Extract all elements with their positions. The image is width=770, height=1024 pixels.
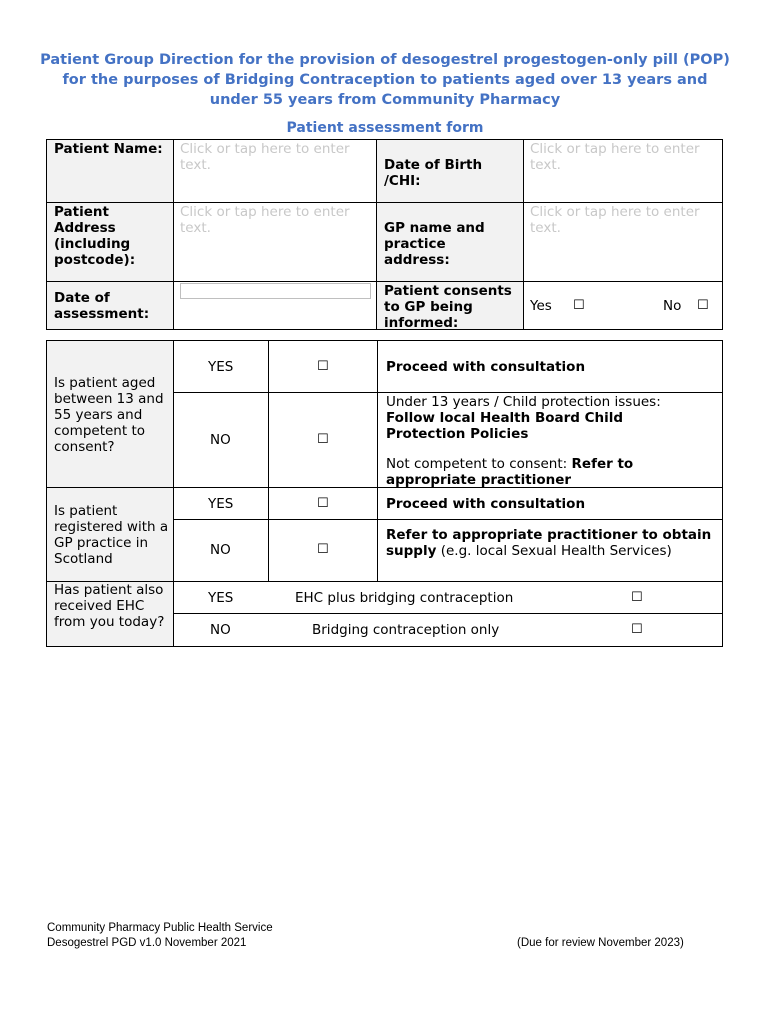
patient-address-field[interactable]: Click or tap here to enter text. [180, 204, 350, 236]
q1-no-label: NO [210, 432, 231, 448]
q3-yes-label: YES [208, 590, 234, 606]
footer-review: (Due for review November 2023) [517, 937, 684, 949]
footer-version: Desogestrel PGD v1.0 November 2021 [47, 937, 247, 949]
q2-no-label: NO [210, 542, 231, 558]
question-ehc-today: Has patient also received EHC from you today? [54, 582, 165, 630]
q3-no-label: NO [210, 622, 231, 638]
q2-no-action-block [386, 527, 716, 559]
gp-label: GP name and practice address: [384, 220, 485, 268]
consent-no-label: No [663, 298, 682, 314]
q2-yes-action: Proceed with consultation [386, 496, 586, 512]
q1-no-checkbox[interactable]: ☐ [317, 432, 329, 447]
dob-label: Date of Birth /CHI: [384, 157, 483, 189]
consent-yes-checkbox[interactable]: ☐ [573, 298, 585, 313]
q3-yes-checkbox[interactable]: ☐ [631, 590, 643, 605]
date-assessment-label: Date of assessment: [54, 290, 150, 322]
q2-no-checkbox[interactable]: ☐ [317, 542, 329, 557]
patient-address-label: Patient Address (including postcode): [54, 204, 136, 268]
q3-yes-action: EHC plus bridging contraception [295, 590, 514, 606]
q3-no-action: Bridging contraception only [312, 622, 500, 638]
consent-no-checkbox[interactable]: ☐ [697, 298, 709, 313]
date-assessment-input[interactable] [180, 283, 371, 299]
footer-service: Community Pharmacy Public Health Service [47, 922, 273, 934]
q1-yes-label: YES [208, 359, 234, 375]
consent-label: Patient consents to GP being informed: [384, 283, 512, 331]
q1-no-competent: Not competent to consent: Refer to appropriate practitioner [386, 456, 634, 488]
q2-no-action: Refer to appropriate practitioner to obtain supply [386, 527, 712, 559]
q3-no-checkbox[interactable]: ☐ [631, 622, 643, 637]
q1-no-under13-action: Follow local Health Board Child Protection Policies [386, 410, 624, 442]
q1-yes-action: Proceed with consultation [386, 359, 586, 375]
q2-no-note: (e.g. local Sexual Health Services) [440, 543, 672, 559]
dob-field[interactable]: Click or tap here to enter text. [530, 141, 700, 173]
question-age-competence: Is patient aged between 13 and 55 years and competent to consent? [54, 375, 164, 455]
q1-no-competent-action: Refer to appropriate practitioner [386, 456, 634, 488]
consent-yes-label: Yes [530, 298, 552, 314]
question-gp-registered: Is patient registered with a GP practice in Scotland [54, 503, 169, 567]
q2-yes-checkbox[interactable]: ☐ [317, 496, 329, 511]
q1-yes-checkbox[interactable]: ☐ [317, 359, 329, 374]
patient-name-field[interactable]: Click or tap here to enter text. [180, 141, 350, 173]
q2-yes-label: YES [208, 496, 234, 512]
document-title: Patient Group Direction for the provision of desogestrel progestogen-only pill (POP) for the purposes of Bridging Contraception to patients aged over 13 years and under 55 years from Community Pharmacy [40, 52, 730, 108]
q1-no-under13: Under 13 years / Child protection issues: [386, 394, 661, 410]
patient-name-label: Patient Name: [54, 141, 163, 157]
form-title: Patient assessment form [286, 120, 484, 136]
gp-field[interactable]: Click or tap here to enter text. [530, 204, 700, 236]
